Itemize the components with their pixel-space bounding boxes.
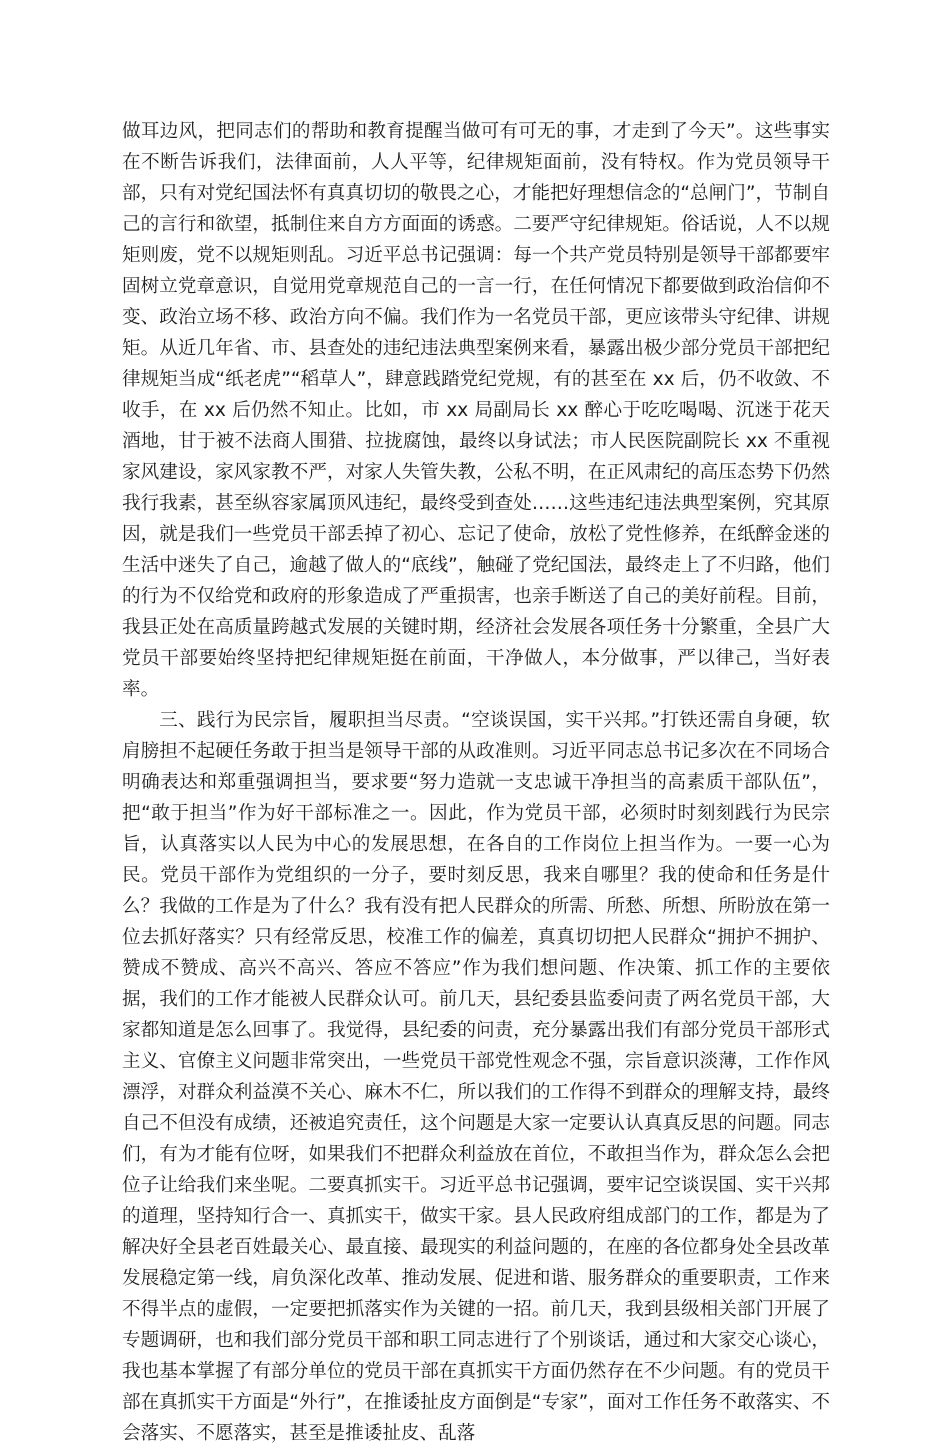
paragraph-1: 做耳边风，把同志们的帮助和教育提醒当做可有可无的事，才走到了今天”。这些事实在不断告诉我们，法律面前，人人平等，纪律规矩面前，没有特权。作为党员领导干部，只有对党纪国法怀有真真切切的敬畏之心，才能把好理想信念的“总闸门”，节制自己的言行和欲望，抵制住来自方方面面的诱惑。二要严守纪律规矩。俗话说，人不以规矩则废，党不以规矩则乱。习近平总书记强调：每一个共产党员特别是领导干部都要牢固树立党章意识，自觉用党章规范自己的一言一行，在任何情况下都要做到政治信仰不变、政治立场不移、政治方向不偏。我们作为一名党员干部，更应该带头守纪律、讲规矩。从近几年省、市、县查处的违纪违法典型案例来看，暴露出极少部分党员干部把纪律规矩当成“纸老虎”“稻草人”，肆意践踏党纪党规，有的甚至在 xx 后，仍不收敛、不收手，在 xx 后仍然不知止。比如，市 xx 局副局长 xx 醉心于吃吃喝喝、沉迷于花天酒地，甘于被不法商人围猎、拉拢腐蚀，最终以身试法；市人民医院副院长 xx 不重视家风建设，家风家教不严，对家人失管失教，公私不明，在正风肃纪的高压态势下仍然我行我素，甚至纵容家属顶风违纪，最终受到查处……这些违纪违法典型案例，究其原因，就是我们一些党员干部丢掉了初心、忘记了使命，放松了党性修养，在纸醉金迷的生活中迷失了自己，逾越了做人的“底线”，触碰了党纪国法，最终走上了不归路，他们的行为不仅给党和政府的形象造成了严重损害，也亲手断送了自己的美好前程。目前，我县正处在高质量跨越式发展的关键时期，经济社会发展各项任务十分繁重，全县广大党员干部要始终坚持把纪律规矩挺在前面，干净做人，本分做事，严以律己，当好表率。 (122, 121, 830, 700)
document-page (122, 116, 830, 1449)
paragraph-2: 三、践行为民宗旨，履职担当尽责。“空谈误国，实干兴邦。”打铁还需自身硬，软肩膀担不起硬任务敢于担当是领导干部的从政准则。习近平同志总书记多次在不同场合明确表达和郑重强调担当，要求要“努力造就一支忠诚干净担当的高素质干部队伍”，把“敢于担当”作为好干部标准之一。因此，作为党员干部，必须时时刻刻践行为民宗旨，认真落实以人民为中心的发展思想，在各自的工作岗位上担当作为。一要一心为民。党员干部作为党组织的一分子，要时刻反思，我来自哪里？我的使命和任务是什么？我做的工作是为了什么？我有没有把人民群众的所需、所愁、所想、所盼放在第一位去抓好落实？只有经常反思，校准工作的偏差，真真切切把人民群众“拥护不拥护、赞成不赞成、高兴不高兴、答应不答应”作为我们想问题、作决策、抓工作的主要依据，我们的工作才能被人民群众认可。前几天，县纪委县监委问责了两名党员干部，大家都知道是怎么回事了。我觉得，县纪委的问责，充分暴露出我们有部分党员干部形式主义、官僚主义问题非常突出，一些党员干部党性观念不强，宗旨意识淡薄，工作作风漂浮，对群众利益漠不关心、麻木不仁，所以我们的工作得不到群众的理解支持，最终自己不但没有成绩，还被追究责任，这个问题是大家一定要认认真真反思的问题。同志们，有为才能有位呀，如果我们不把群众利益放在首位，不敢担当作为，群众怎么会把位子让给我们来坐呢。二要真抓实干。习近平总书记强调，要牢记空谈误国、实干兴邦的道理，坚持知行合一、真抓实干，做实干家。县人民政府组成部门的工作，都是为了解决好全县老百姓最关心、最直接、最现实的利益问题的，在座的各位都身处全县改革发展稳定第一线，肩负深化改革、推动发展、促进和谐、服务群众的重要职责，工作来不得半点的虚假，一定要把抓落实作为关键的一招。前几天，我到县级相关部门开展了专题调研，也和我们部分党员干部和职工同志进行了个别谈话，通过和大家交心谈心，我也基本掌握了有部分单位的党员干部在真抓实干方面仍然存在不少问题。有的党员干部在真抓实干方面是“外行”，在推诿扯皮方面倒是“专家”，面对工作任务不敢落实、不会落实、不愿落实，甚至是推诿扯皮、乱落 (122, 710, 830, 1444)
